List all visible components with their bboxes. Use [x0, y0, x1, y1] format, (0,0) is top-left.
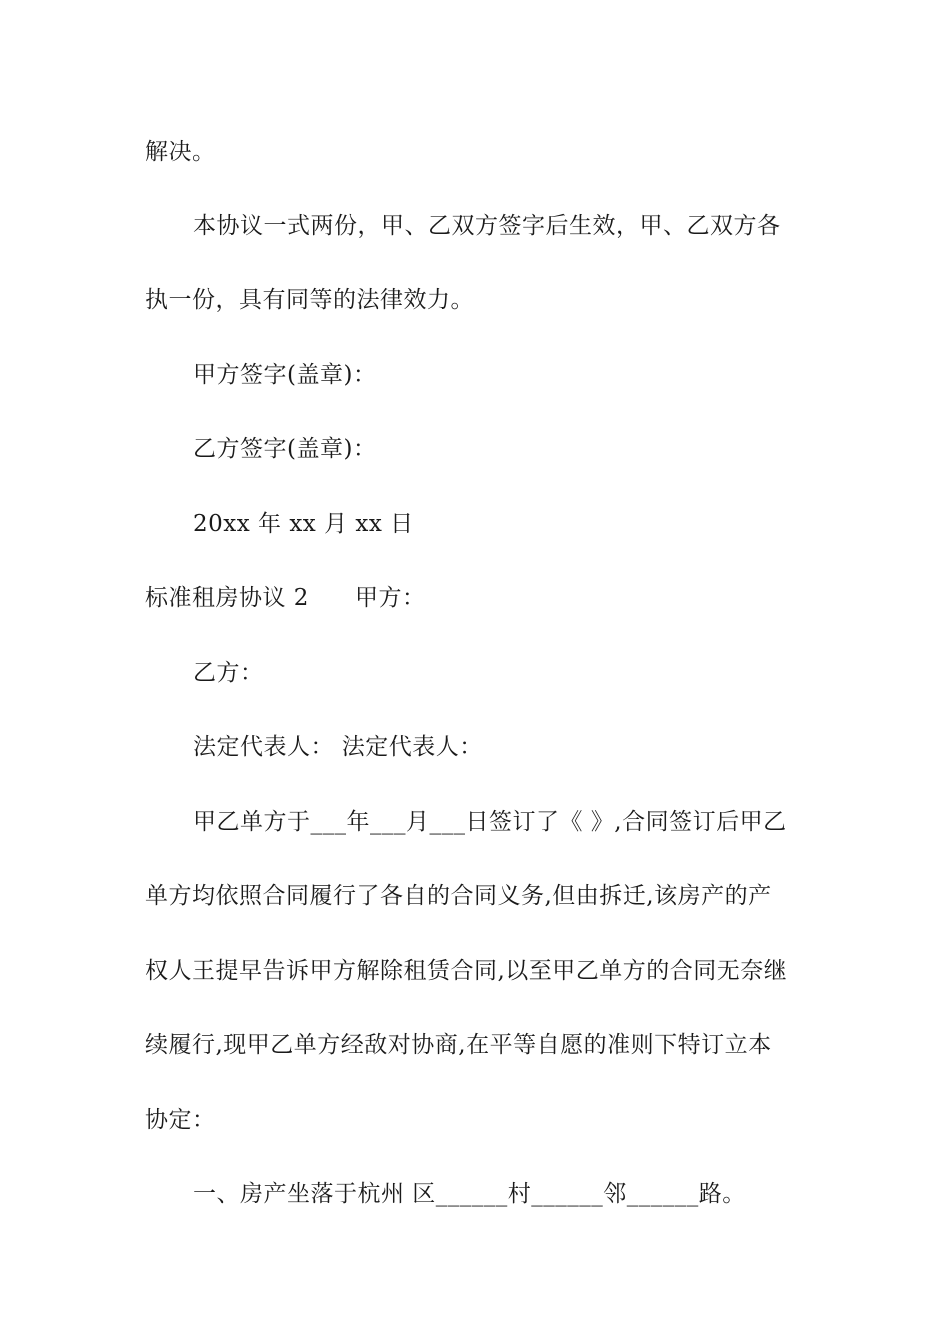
agreement-title: 标准租房协议 2: [145, 585, 309, 611]
paragraph-line: 单方均依照合同履行了各自的合同义务,但由拆迁,该房产的产: [145, 883, 772, 909]
party-a-label: 甲方：: [354, 585, 426, 611]
agreement-heading-line: [145, 583, 825, 613]
paragraph-line: 续履行,现甲乙单方经敌对协商,在平等自愿的准则下特订立本: [145, 1032, 772, 1058]
signing-date: 20xx 年 xx 月 xx 日: [193, 511, 414, 537]
paragraph-line: 执一份，具有同等的法律效力。: [145, 287, 474, 313]
party-a-signature: 甲方签字(盖章)：: [193, 362, 377, 388]
paragraph-line: 权人王提早告诉甲方解除租赁合同,以至甲乙单方的合同无奈继: [145, 958, 788, 984]
legal-representatives: 法定代表人： 法定代表人：: [193, 734, 483, 760]
party-b-signature: 乙方签字(盖章)：: [193, 436, 377, 462]
paragraph-line: 协定：: [145, 1107, 216, 1133]
paragraph-line: 解决。: [145, 139, 216, 165]
paragraph-line: 甲乙单方于___年___月___日签订了《 》,合同签订后甲乙: [193, 809, 787, 835]
clause-one: 一、房产坐落于杭州 区______村______邻______路。: [193, 1181, 746, 1207]
party-b-label: 乙方：: [193, 660, 264, 686]
paragraph-line: 本协议一式两份，甲、乙双方签字后生效，甲、乙双方各: [193, 213, 781, 239]
